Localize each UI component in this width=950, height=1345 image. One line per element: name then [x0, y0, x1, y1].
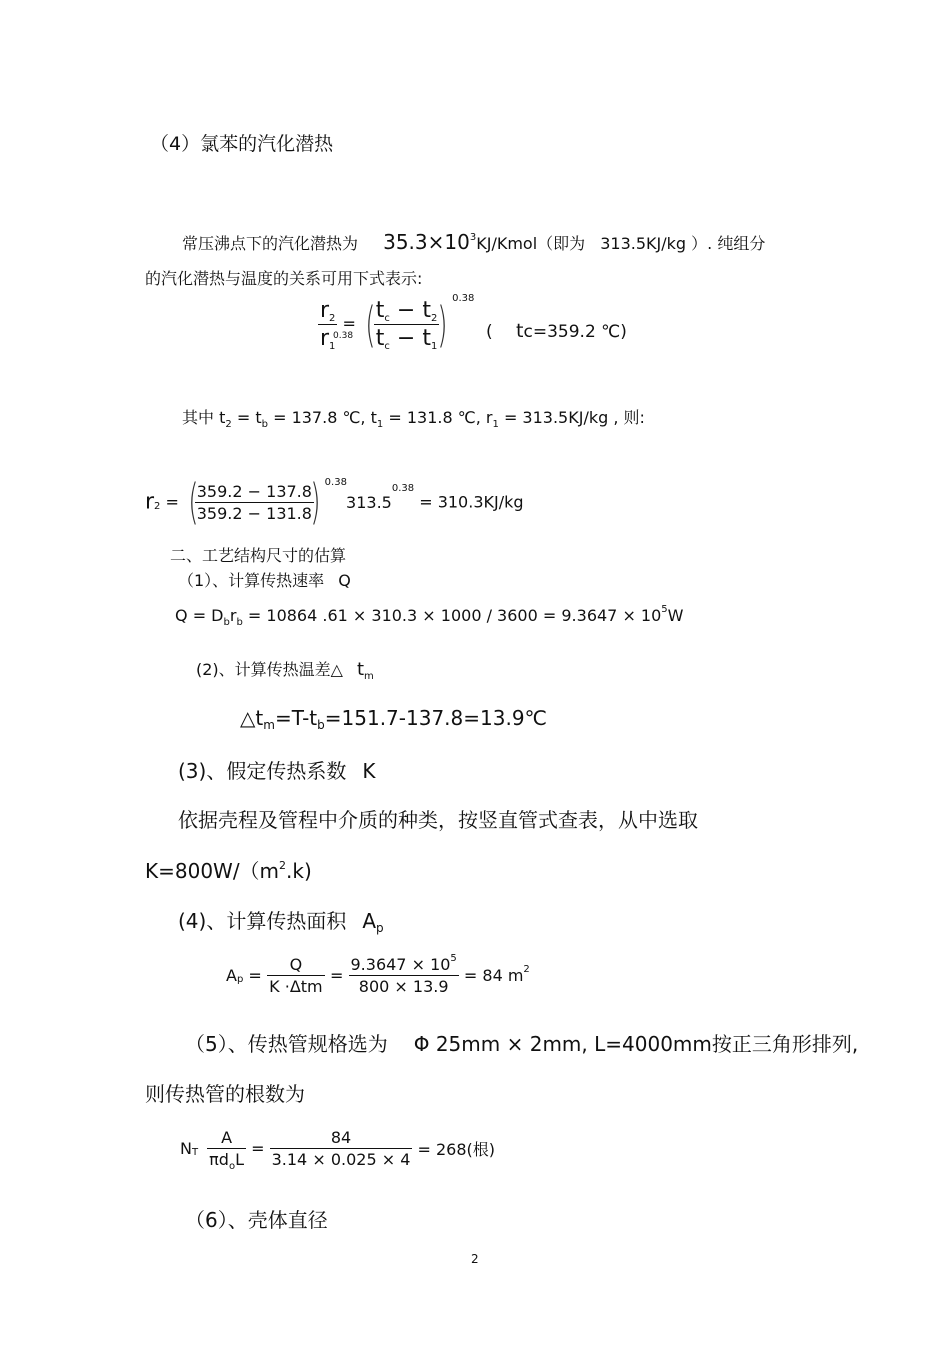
text: ）. 纯组分 — [691, 234, 766, 253]
denominator: 359.2 − 131.8 — [196, 503, 312, 523]
subsection-heading: (4)、计算传热面积 $A_p$ — [178, 909, 384, 935]
subsection-heading: （5）、传热管规格选为 Φ 25mm × 2mm, L=4000mm按正三角形排列, — [185, 1032, 859, 1056]
numerator: 359.2 − 137.8 — [196, 481, 312, 501]
equation-temp-diff: $\triangle t_m=T-t_b=151.7-137.8=13.9℃$ — [240, 706, 548, 732]
subsection-heading: (2)、计算传热温差△ $t_m$ — [196, 659, 374, 682]
exponent: 0.38 — [452, 293, 475, 304]
subsection-heading: (3)、假定传热系数 K — [178, 759, 376, 783]
paragraph: 则传热管的根数为 — [145, 1082, 305, 1106]
right-paren: ) — [437, 296, 448, 353]
numerator: r2 — [320, 298, 336, 324]
subsection-heading: （1）、计算传热速率 Q — [178, 571, 351, 590]
value: 313.5KJ/kg — [600, 234, 687, 253]
paragraph-latent-heat — [182, 230, 765, 254]
paragraph: 依据壳程及管程中介质的种类，按竖直管式查表，从中选取 — [178, 808, 698, 832]
numerator: tc − t2 — [375, 298, 438, 324]
section-heading: 二、工艺结构尺寸的估算 — [170, 546, 347, 565]
exponent: 0.38 — [333, 331, 354, 341]
text: 常压沸点下的汽化潜热为 — [182, 234, 359, 253]
exponent: 0.38 — [391, 482, 415, 494]
page-number: 2 — [471, 1252, 479, 1266]
value: 35.3×10 — [383, 230, 470, 254]
paragraph-given-values: 其中 $t_2 = t_b = 137.8$ ℃, $t_1 = 131.8$ ℃, $r_1 = 313.5KJ/kg$ , 则: — [182, 408, 645, 430]
exponent: 0.38 — [324, 476, 347, 488]
denominator: tc − t1 — [375, 326, 438, 352]
exponent: 3 — [469, 232, 477, 243]
k-value: $K=800W/(m^2.k)$ — [145, 859, 312, 883]
equation-r2: $r_2$ = ( $\frac{359.2 - 137.8}{359.2 - 131.8}$ ) $^{0.38}$ $313.5^{0.38} = 310.3KJ/kg$ — [145, 474, 524, 530]
left-paren: ( — [365, 296, 376, 353]
left-paren: ( — [188, 474, 199, 530]
equals: = — [342, 314, 356, 333]
equation-tube-count: $N_T$ $\frac{A}{\pi d_oL}$ = $\frac{84}{3.14 \times 0.025 \times 4}$ = 268(根) — [180, 1128, 495, 1172]
denominator: r1 — [320, 326, 336, 352]
equation-heat-rate: $Q = D_br_b = 10864$ $.61 \times 310.3 \times 1000 / 3600 = 9.3647 \times 10^5W$ — [175, 604, 684, 628]
equation-note: ( tc=359.2 ℃) — [486, 320, 627, 342]
unit: KJ/Kmol（即为 — [476, 234, 586, 253]
subsection-heading: （6）、壳体直径 — [185, 1208, 328, 1232]
equation-area: $A_p$ = $\frac{Q}{\text{K ·Δtm}}$ = $\frac{9.3647 \times 10^5}{800 \times 13.9}$ = 84 $m^2$ — [226, 953, 530, 996]
section-heading: （4）氯苯的汽化潜热 — [150, 133, 334, 155]
paragraph-line: 的汽化潜热与温度的关系可用下式表示: — [145, 269, 423, 288]
right-paren: ) — [310, 474, 321, 530]
